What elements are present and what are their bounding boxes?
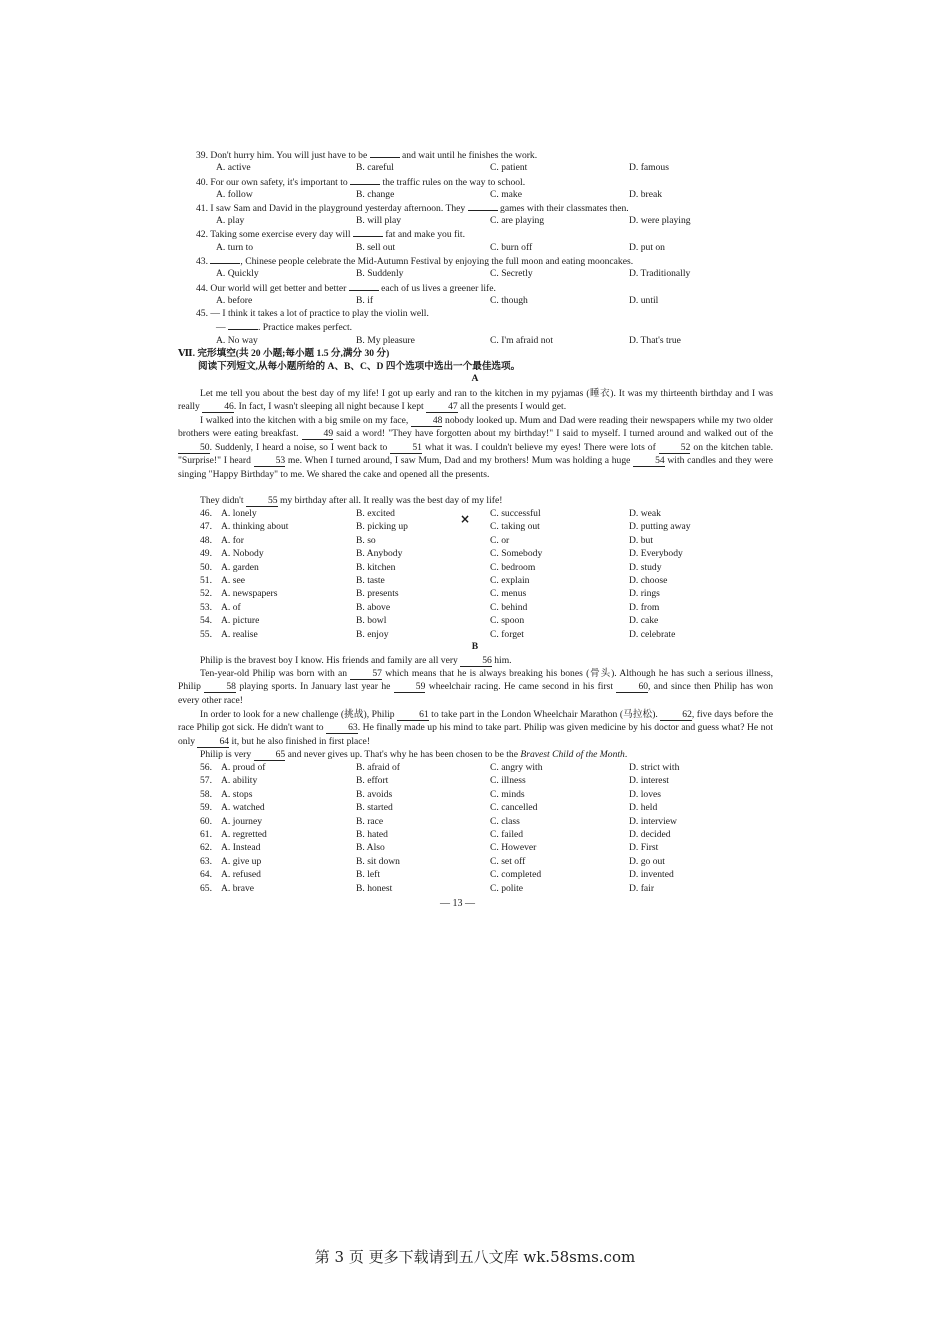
option-d: D. study	[629, 561, 662, 573]
page-number: — 13 —	[440, 898, 475, 909]
option-number: 65.	[200, 882, 212, 894]
option-d: D. weak	[629, 508, 661, 519]
option-number: 52.	[200, 588, 212, 600]
passage-a-paragraph-1: Let me tell you about the best day of my life! I got up early and ran to the kitchen in my pyjamas (睡衣). It was my thirteenth birthday and I was really 46. In fact, I wasn't sleeping all night because I kept 47 all the presents I would get.	[178, 388, 773, 413]
option-d: D. Everybody	[629, 548, 683, 560]
blank-55: 55	[246, 495, 278, 507]
option-b: B. started	[356, 802, 393, 814]
option-c: C. Somebody	[490, 548, 543, 560]
option-number: 48.	[200, 534, 212, 546]
option-a: A. lonely	[221, 508, 257, 519]
question-number: 42.	[196, 229, 208, 240]
option-d: D. were playing	[629, 215, 691, 226]
option-d: D. but	[629, 534, 653, 546]
question-number: 39.	[196, 150, 208, 161]
option-c: C. menus	[490, 588, 527, 600]
option-b: B. kitchen	[356, 561, 396, 573]
passage-b-label: B	[471, 641, 479, 652]
answer-blank	[349, 281, 379, 291]
option-c: C. angry with	[490, 762, 543, 773]
option-b: B. above	[356, 601, 391, 613]
option-number: 53.	[200, 601, 212, 613]
question-number: 44.	[196, 283, 208, 294]
option-c: C. behind	[490, 601, 528, 613]
option-a: A. proud of	[221, 762, 266, 773]
passage-a-label: A	[471, 373, 479, 384]
question-number: 45.	[196, 308, 208, 319]
option-b: B. Also	[356, 842, 385, 854]
option-b: B. bowl	[356, 615, 387, 627]
blank-58: 58	[204, 681, 236, 693]
option-c: C. minds	[490, 788, 525, 800]
passage-b-paragraph-2: Ten-year-old Philip was born with an 57 which means that he is always breaking his bones (骨头). Although he has such a serious illness, Philip 58 playing sports. In January last year he 59 wheelchair racing. He came second in his first 60, and since then Philip has won every other race!	[178, 668, 774, 706]
option-number: 49.	[200, 548, 212, 560]
option-a: A. of	[221, 601, 241, 613]
option-b: B. sell out	[356, 242, 396, 253]
option-d: D. fair	[629, 882, 655, 894]
blank-57: 57	[350, 668, 382, 680]
option-b: B. if	[356, 295, 374, 306]
option-d: D. strict with	[629, 762, 680, 773]
question-45-reply: — . Practice makes perfect.	[216, 322, 353, 333]
option-a: A. journey	[221, 815, 263, 827]
question-40: 40. For our own safety, it's important to the traffic rules on the way to school.	[196, 177, 526, 188]
answer-blank	[210, 254, 240, 264]
option-a: A. ability	[221, 775, 258, 787]
blank-50: 50	[178, 442, 210, 454]
section-instruction: 阅读下列短文,从每小题所给的 A、B、C、D 四个选项中选出一个最佳选项。	[198, 361, 521, 372]
option-a: A. brave	[221, 882, 255, 894]
option-d: D. famous	[629, 162, 669, 173]
option-number: 50.	[200, 561, 212, 573]
option-a: A. regretted	[221, 829, 267, 840]
blank-60: 60	[616, 681, 648, 693]
option-c: C. illness	[490, 775, 526, 787]
option-d: D. loves	[629, 788, 661, 800]
answer-blank	[370, 148, 400, 158]
option-b: B. change	[356, 189, 395, 200]
download-footer: 第 3 页 更多下载请到五八文库 wk.58sms.com	[314, 1248, 636, 1266]
passage-b-paragraph-4: Philip is very 65 and never gives up. That's why he has been chosen to be the Bravest Child of the Month.	[200, 749, 628, 760]
option-d: D. go out	[629, 855, 665, 867]
option-a: A. thinking about	[221, 521, 289, 533]
option-a: A. see	[221, 575, 245, 586]
question-39: 39. Don't hurry him. You will just have to be and wait until he finishes the work.	[196, 150, 538, 161]
option-d: D. putting away	[629, 521, 691, 533]
option-c: C. bedroom	[490, 561, 536, 573]
option-a: A. No way	[216, 335, 258, 346]
option-c: C. I'm afraid not	[490, 335, 554, 346]
option-d: D. rings	[629, 588, 660, 600]
option-d: D. interview	[629, 815, 677, 827]
option-d: D. cake	[629, 615, 659, 627]
answer-blank	[350, 175, 380, 185]
option-b: B. so	[356, 534, 376, 546]
option-a: A. picture	[221, 615, 260, 627]
option-d: D. put on	[629, 242, 665, 253]
blank-48: 48	[411, 415, 443, 427]
blank-49: 49	[302, 428, 334, 440]
blank-47: 47	[426, 401, 458, 413]
passage-a-paragraph-2: I walked into the kitchen with a big smile on my face, 48 nobody looked up. Mum and Dad were reading their newspapers while my two older brothers were eating breakfast. 49 said a word! "They have forgotten about my birthday!" I said to myself. I turned around and walked out of the 50. Suddenly, I heard a noise, so I went back to 51 what it was. I couldn't believe my eyes! There were lots of 52 on the kitchen table. "Surprise!" I heard 53 me. When I turned around, I saw Mum, Dad and my brothers! Mum was holding a huge 54 with candles and they were singing "Happy Birthday" to me. We shared the cake and opened all the presents.	[178, 415, 773, 480]
option-b: B. effort	[356, 775, 389, 787]
option-b: B. hated	[356, 829, 388, 840]
option-c: C. However	[490, 842, 537, 854]
option-c: C. failed	[490, 829, 524, 840]
question-number: 43.	[196, 256, 208, 267]
option-a: A. active	[216, 162, 251, 173]
blank-62: 62	[660, 709, 692, 721]
option-b: B. avoids	[356, 788, 393, 800]
option-b: B. Suddenly	[356, 268, 404, 279]
blank-51: 51	[390, 442, 422, 454]
option-number: 59.	[200, 802, 212, 814]
option-d: D. decided	[629, 829, 671, 840]
option-number: 55.	[200, 628, 212, 640]
option-c: C. class	[490, 815, 520, 827]
option-c: C. Secretly	[490, 268, 533, 279]
option-b: B. afraid of	[356, 762, 400, 773]
option-number: 58.	[200, 788, 212, 800]
question-43: 43. , Chinese people celebrate the Mid-Autumn Festival by enjoying the full moon and eating mooncakes.	[196, 256, 634, 267]
option-c: C. taking out	[490, 521, 540, 533]
option-number: 63.	[200, 855, 212, 867]
question-number: 40.	[196, 177, 208, 188]
question-41: 41. I saw Sam and David in the playground yesterday afternoon. They games with their classmates then.	[196, 203, 629, 214]
blank-53: 53	[254, 455, 286, 467]
option-b: B. honest	[356, 882, 393, 894]
blank-65: 65	[254, 749, 286, 761]
option-a: A. Nobody	[221, 548, 264, 560]
scan-mark: ×	[460, 512, 471, 526]
option-c: C. completed	[490, 869, 542, 881]
option-d: D. Traditionally	[629, 268, 691, 279]
award-title: Bravest Child of the Month	[520, 749, 625, 760]
option-a: A. refused	[221, 869, 261, 881]
option-d: D. until	[629, 295, 659, 306]
option-b: B. picking up	[356, 521, 408, 533]
option-a: A. watched	[221, 802, 265, 814]
option-d: D. celebrate	[629, 628, 676, 640]
blank-63: 63	[326, 722, 358, 734]
option-b: B. Anybody	[356, 548, 403, 560]
option-number: 47.	[200, 521, 212, 533]
option-c: C. cancelled	[490, 802, 538, 814]
answer-blank	[353, 227, 383, 237]
option-a: A. give up	[221, 855, 262, 867]
option-d: D. held	[629, 802, 658, 814]
option-number: 51.	[200, 575, 212, 586]
option-d: D. That's true	[629, 335, 681, 346]
answer-blank	[468, 201, 498, 211]
blank-56: 56	[460, 655, 492, 667]
option-a: A. before	[216, 295, 253, 306]
option-b: B. careful	[356, 162, 394, 173]
option-c: C. or	[490, 534, 510, 546]
blank-54: 54	[633, 455, 665, 467]
option-number: 64.	[200, 869, 212, 881]
option-c: C. are playing	[490, 215, 545, 226]
question-number: 41.	[196, 203, 208, 214]
option-c: C. make	[490, 189, 522, 200]
option-a: A. turn to	[216, 242, 254, 253]
option-b: B. enjoy	[356, 628, 389, 640]
option-d: D. from	[629, 601, 660, 613]
option-number: 57.	[200, 775, 212, 787]
option-a: A. Instead	[221, 842, 261, 854]
option-a: A. garden	[221, 561, 259, 573]
option-b: B. presents	[356, 588, 399, 600]
blank-46: 46	[202, 401, 234, 413]
option-b: B. race	[356, 815, 384, 827]
blank-64: 64	[197, 736, 229, 748]
option-c: C. forget	[490, 628, 524, 640]
option-a: A. newspapers	[221, 588, 278, 600]
section-title: Ⅶ. 完形填空(共 20 小题;每小题 1.5 分,满分 30 分)	[178, 348, 390, 359]
option-number: 54.	[200, 615, 212, 627]
option-b: B. will play	[356, 215, 402, 226]
answer-blank	[228, 320, 258, 330]
passage-a-paragraph-3: They didn't 55 my birthday after all. It really was the best day of my life!	[200, 495, 503, 506]
option-c: C. spoon	[490, 615, 525, 627]
option-a: A. for	[221, 534, 244, 546]
option-c: C. polite	[490, 882, 524, 894]
option-number: 61.	[200, 829, 212, 840]
blank-59: 59	[394, 681, 426, 693]
option-c: C. successful	[490, 508, 541, 519]
option-c: C. though	[490, 295, 528, 306]
option-a: A. Quickly	[216, 268, 259, 279]
option-number: 62.	[200, 842, 212, 854]
option-d: D. break	[629, 189, 663, 200]
option-d: D. First	[629, 842, 659, 854]
option-a: A. realise	[221, 628, 258, 640]
blank-52: 52	[659, 442, 691, 454]
question-45: 45. — I think it takes a lot of practice to play the violin well.	[196, 308, 429, 319]
option-b: B. left	[356, 869, 380, 881]
option-d: D. invented	[629, 869, 674, 881]
blank-61: 61	[397, 709, 429, 721]
option-d: D. interest	[629, 775, 669, 787]
passage-b-paragraph-3: In order to look for a new challenge (挑战), Philip 61 to take part in the London Wheelchair Marathon (马拉松). 62, five days before the race Philip got sick. He didn't want to 63. He finally made up his mind to take part. Philip was given medicine by his doctor and guess what? He not only 64 it, but he also finished in first place!	[178, 709, 773, 747]
passage-b-paragraph-1: Philip is the bravest boy I know. His friends and family are all very 56 him.	[200, 655, 512, 666]
option-c: C. explain	[490, 575, 530, 586]
option-d: D. choose	[629, 575, 668, 586]
option-a: A. follow	[216, 189, 253, 200]
question-42: 42. Taking some exercise every day will fat and make you fit.	[196, 229, 465, 240]
option-b: B. excited	[356, 508, 395, 519]
option-b: B. taste	[356, 575, 385, 586]
option-c: C. burn off	[490, 242, 533, 253]
option-number: 60.	[200, 815, 212, 827]
option-number: 46.	[200, 508, 212, 519]
option-number: 56.	[200, 762, 212, 773]
option-c: C. set off	[490, 855, 526, 867]
question-44: 44. Our world will get better and better each of us lives a greener life.	[196, 283, 496, 294]
option-a: A. stops	[221, 788, 253, 800]
option-b: B. My pleasure	[356, 335, 415, 346]
option-a: A. play	[216, 215, 245, 226]
option-b: B. sit down	[356, 855, 400, 867]
option-c: C. patient	[490, 162, 528, 173]
